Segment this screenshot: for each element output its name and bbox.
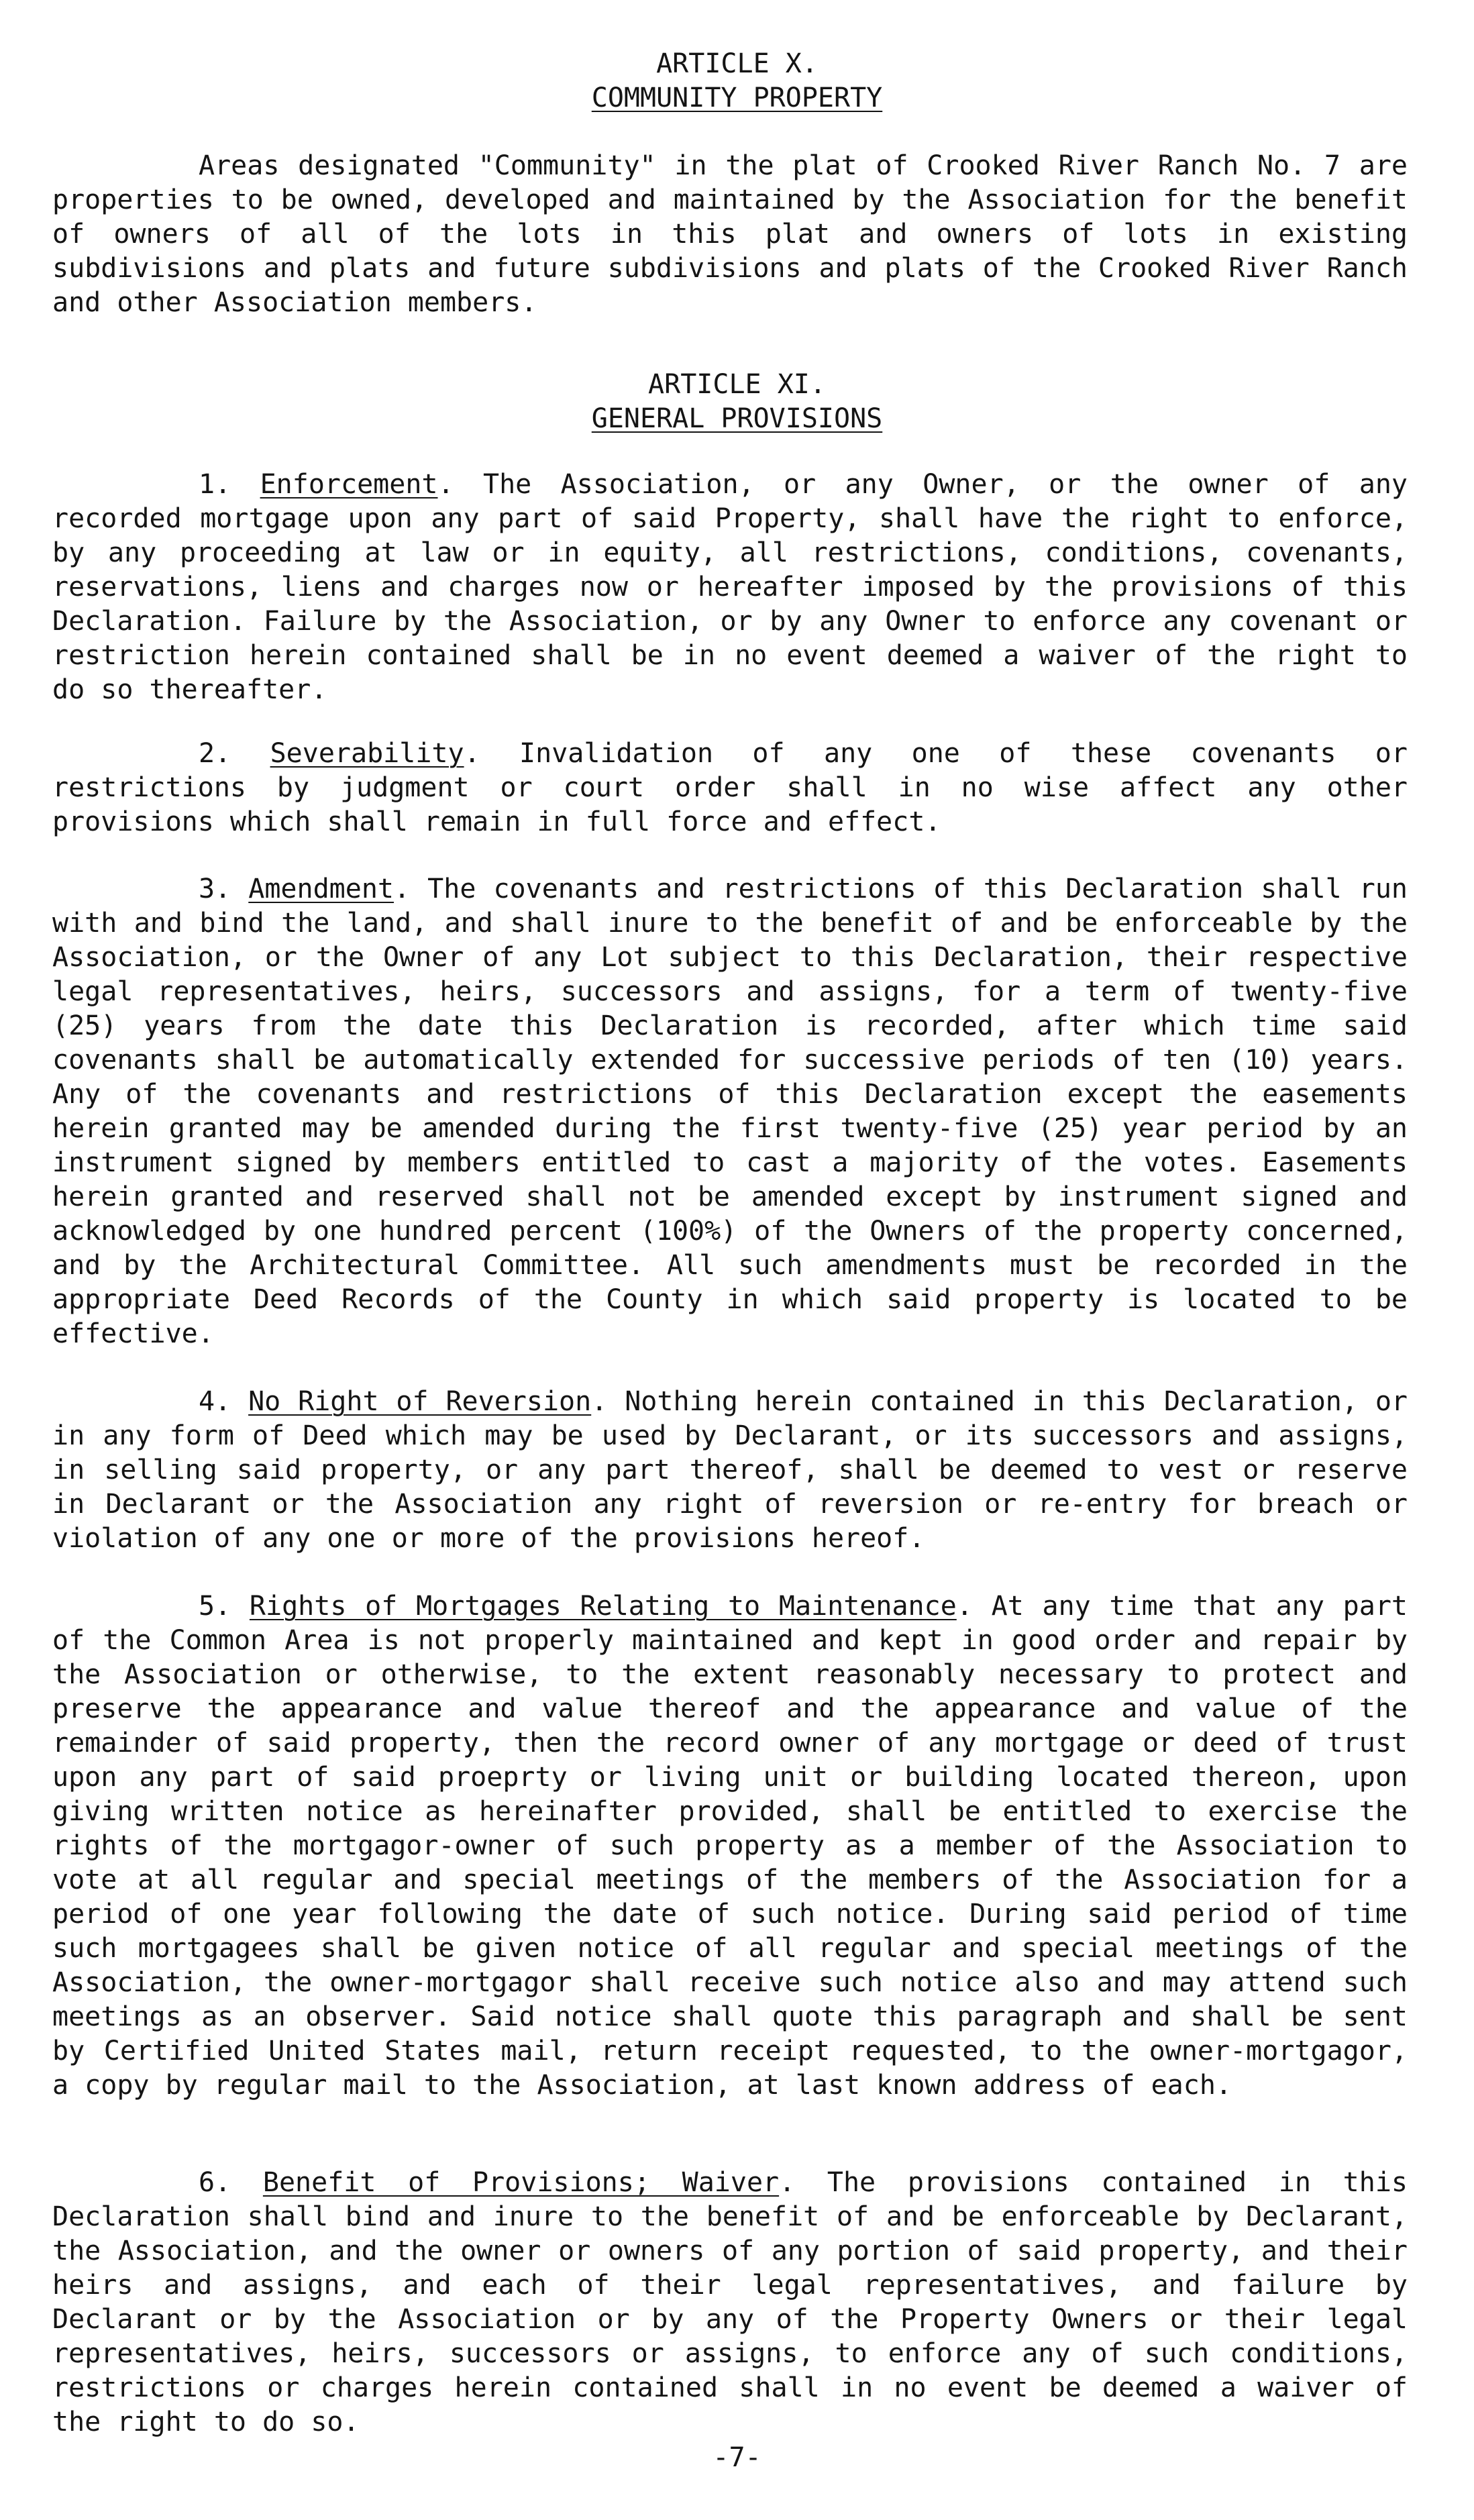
section-text: The Association, or any Owner, or the owner of any recorded mortgage upon any part of said Property, shall have the right to enforce, by any proceeding at law or in equity, all restrictions, conditions, covenants, reservations, liens and charges now or hereafter imposed by the provisions of this Declaration. Failure by the Association, or by any Owner to enforce any covenant or restriction herein contained shall be in no event deemed a waiver of the right to do so thereafter.: [52, 469, 1408, 705]
section-no-right-of-reversion: 4. No Right of Reversion. Nothing herein contained in this Declaration, or in any form of Deed which may be used by Declarant, or its successors and assigns, in selling said property, or any part thereof, shall be deemed to vest or reserve in Declarant or the Association any right of reversion or re-entry for breach or violation of any one or more of the provisions hereof.: [52, 1386, 1408, 1554]
section-number: 3.: [199, 874, 231, 904]
section-enforcement: 1. Enforcement. The Association, or any Owner, or the owner of any recorded mortgage upon any part of said Property, shall have the right to enforce, by any proceeding at law or in equity, all restrictions, conditions, covenants, reservations, liens and charges now or hereafter imposed by the provisions of this Declaration. Failure by the Association, or by any Owner to enforce any covenant or restriction herein contained shall be in no event deemed a waiver of the right to do so thereafter.: [52, 469, 1408, 705]
section-title: Severability: [270, 738, 464, 769]
article-x-heading: ARTICLE X.: [656, 48, 818, 79]
section-title: Enforcement: [260, 469, 438, 500]
section-number: 2.: [199, 738, 231, 769]
section-text: Nothing herein contained in this Declaration, or in any form of Deed which may be used by Declarant, or its successors and assigns, in selling said property, or any part thereof, shall be deemed to vest or reserve in Declarant or the Association any right of reversion or re-entry for breach or violation of any one or more of the provisions hereof.: [52, 1386, 1408, 1554]
section-number: 4.: [199, 1386, 231, 1417]
section-text: At any time that any part of the Common Area is not properly maintained and kept in good order and repair by the Association or otherwise, to the extent reasonably necessary to protect and preserve the appearance and value thereof and the appearance and value of the remainder of said property, then the record owner of any mortgage or deed of trust upon any part of said proeprty or living unit or building located thereon, upon giving written notice as hereinafter provided, shall be entitled to exercise the rights of the mortgagor-owner of such property as a member of the Association to vote at all regular and special meetings of the members of the Association for a period of one year following the date of such notice. During said period of time such mortgagees shall be given notice of all regular and special meetings of the Association, the owner-mortgagor shall receive such notice also and may attend such meetings as an observer. Said notice shall quote this paragraph and shall be sent by Certified United States mail, return receipt requested, to the owner-mortgagor, a copy by regular mail to the Association, at last known address of each.: [52, 1591, 1408, 2101]
section-rights-of-mortgages: 5. Rights of Mortgages Relating to Maintenance. At any time that any part of the Common Area is not properly maintained and kept in good order and repair by the Association or otherwise, to the extent reasonably necessary to protect and preserve the appearance and value thereof and the appearance and value of the remainder of said property, then the record owner of any mortgage or deed of trust upon any part of said proeprty or living unit or building located thereon, upon giving written notice as hereinafter provided, shall be entitled to exercise the rights of the mortgagor-owner of such property as a member of the Association to vote at all regular and special meetings of the members of the Association for a period of one year following the date of such notice. During said period of time such mortgagees shall be given notice of all regular and special meetings of the Association, the owner-mortgagor shall receive such notice also and may attend such meetings as an observer. Said notice shall quote this paragraph and shall be sent by Certified United States mail, return receipt requested, to the owner-mortgagor, a copy by regular mail to the Association, at last known address of each.: [52, 1591, 1408, 2101]
section-number: 5.: [199, 1591, 231, 1622]
article-xi-header: [0, 368, 1474, 436]
section-title: Benefit of Provisions; Waiver: [262, 2167, 780, 2198]
article-x-body: Areas designated "Community" in the plat of Crooked River Ranch No. 7 are properties to be owned, developed and maintained by the Association for the benefit of owners of all of the lots in this plat and owners of lots in existing subdivisions and plats and future subdivisions and plats of the Crooked River Ranch and other Association members.: [52, 150, 1408, 318]
section-title: Rights of Mortgages Relating to Maintenance: [249, 1591, 957, 1622]
article-xi-subheading: GENERAL PROVISIONS: [591, 403, 883, 434]
article-x-header: [0, 47, 1474, 115]
section-number: 6.: [199, 2167, 231, 2198]
section-severability: 2. Severability. Invalidation of any one of these covenants or restrictions by judgment or court order shall in no wise affect any other provisions which shall remain in full force and effect.: [52, 738, 1408, 837]
section-title: No Right of Reversion: [248, 1386, 592, 1417]
section-benefit-of-provisions: 6. Benefit of Provisions; Waiver. The provisions contained in this Declaration shall bind and inure to the benefit of and be enforceable by Declarant, the Association, and the owner or owners of any portion of said property, and their heirs and assigns, and each of their legal representatives, and failure by Declarant or by the Association or by any of the Property Owners or their legal representatives, heirs, successors or assigns, to enforce any of such conditions, restrictions or charges herein contained shall in no event be deemed a waiver of the right to do so.: [52, 2167, 1408, 2437]
section-text: The covenants and restrictions of this Declaration shall run with and bind the land, and shall inure to the benefit of and be enforceable by the Association, or the Owner of any Lot subject to this Declaration, their respective legal representatives, heirs, successors and assigns, for a term of twenty-five (25) years from the date this Declaration is recorded, after which time said covenants shall be automatically extended for successive periods of ten (10) years. Any of the covenants and restrictions of this Declaration except the easements herein granted may be amended during the first twenty-five (25) year period by an instrument signed by members entitled to cast a majority of the votes. Easements herein granted and reserved shall not be amended except by instrument signed and acknowledged by one hundred percent (100%) of the Owners of the property concerned, and by the Architectural Committee. All such amendments must be recorded in the appropriate Deed Records of the County in which said property is located to be effective.: [52, 874, 1408, 1349]
section-title: Amendment: [248, 874, 394, 904]
section-amendment: 3. Amendment. The covenants and restrictions of this Declaration shall run with and bind the land, and shall inure to the benefit of and be enforceable by the Association, or the Owner of any Lot subject to this Declaration, their respective legal representatives, heirs, successors and assigns, for a term of twenty-five (25) years from the date this Declaration is recorded, after which time said covenants shall be automatically extended for successive periods of ten (10) years. Any of the covenants and restrictions of this Declaration except the easements herein granted may be amended during the first twenty-five (25) year period by an instrument signed by members entitled to cast a majority of the votes. Easements herein granted and reserved shall not be amended except by instrument signed and acknowledged by one hundred percent (100%) of the Owners of the property concerned, and by the Architectural Committee. All such amendments must be recorded in the appropriate Deed Records of the County in which said property is located to be effective.: [52, 874, 1408, 1349]
section-text: Invalidation of any one of these covenants or restrictions by judgment or court order shall in no wise affect any other provisions which shall remain in full force and effect.: [52, 738, 1408, 837]
section-number: 1.: [199, 469, 231, 500]
article-x-subheading: COMMUNITY PROPERTY: [591, 83, 883, 113]
page-number: -7-: [713, 2442, 761, 2473]
section-text: The provisions contained in this Declaration shall bind and inure to the benefit of and be enforceable by Declarant, the Association, and the owner or owners of any portion of said property, and their heirs and assigns, and each of their legal representatives, and failure by Declarant or by the Association or by any of the Property Owners or their legal representatives, heirs, successors or assigns, to enforce any of such conditions, restrictions or charges herein contained shall in no event be deemed a waiver of the right to do so.: [52, 2167, 1408, 2437]
article-xi-heading: ARTICLE XI.: [648, 369, 826, 400]
